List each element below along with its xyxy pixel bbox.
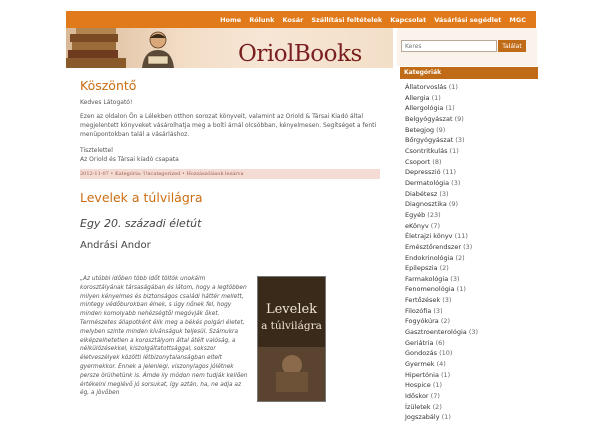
category-name[interactable]: Állatorvoslás [405, 83, 447, 91]
category-item[interactable] [405, 221, 535, 232]
post1-date: 2012-11-07 [80, 171, 109, 177]
category-item[interactable] [405, 327, 535, 338]
post2-quote: „Az utóbbi időben több időt töltök unokáim korosztályának társaságában és látom, hogy a legtöbben milyen kényelmes és biztonságos családi háttér mellett, mintegy védőburokban élnek, s úgy nőnek fel, hogy minden komolyabb nehézségtől megóvják őket. Természetes állapotként élik meg a békés polgári életet, melyben szinte minden kívánságuk teljesül. Számukra elképzelhetetlen a korosztályom által átélt valóság, a nélkülözésekkel, kiszolgáltatottsággal, sokszor életveszélyek közötti létbizonytalanságban eltelt gyermekkor. Ennek a jelenlegi, viszonylagos jólétnek persze örülhetünk is. Ámde ily módon nem tudják kellően értékelni meglévő jó sorsukat, így aztán, ha, ne adja az ég, a jövőben [80, 276, 248, 397]
category-count: (3) [431, 306, 443, 315]
post1-sign-line1: Tisztelettel [80, 147, 113, 154]
book-cover-title-line1: Levelek [265, 302, 318, 317]
category-count: (3) [461, 242, 473, 251]
nav-cart[interactable]: Kosár [282, 15, 304, 24]
post1-greeting: Kedves Látogató! [80, 99, 133, 106]
category-count: (4) [434, 360, 446, 369]
top-nav-bar [66, 11, 536, 28]
category-item[interactable] [405, 348, 535, 359]
category-item[interactable] [405, 103, 535, 114]
category-item[interactable] [405, 316, 535, 327]
category-item[interactable] [405, 125, 535, 136]
category-item[interactable] [405, 412, 535, 423]
category-name[interactable]: Hospice [405, 381, 431, 390]
category-count: (8) [430, 157, 442, 166]
category-item[interactable] [405, 306, 535, 317]
header-banner [66, 28, 393, 68]
category-name[interactable]: Gyermek [405, 360, 435, 369]
category-name[interactable]: Életrajzi könyv [405, 232, 453, 241]
category-name[interactable]: Csoport [405, 157, 431, 166]
category-item[interactable] [405, 274, 535, 285]
category-name[interactable]: Fertőzések [405, 296, 441, 305]
book-cover-title-line2: a túlvilágra [261, 320, 322, 332]
category-count: (3) [440, 296, 452, 305]
category-count: (2) [437, 264, 449, 273]
category-item[interactable] [405, 93, 535, 104]
category-item[interactable] [405, 380, 535, 391]
category-count: (1) [447, 146, 459, 155]
category-count: (11) [440, 168, 457, 177]
category-count: (6) [433, 338, 445, 347]
category-item[interactable] [405, 370, 535, 381]
category-name[interactable]: Betegjog [405, 125, 435, 134]
category-item[interactable] [405, 146, 535, 157]
category-count: (2) [453, 253, 465, 262]
post2-subtitle: Egy 20. századi életút [80, 217, 202, 230]
category-name[interactable]: Dermatológia [405, 178, 450, 187]
books-illustration [66, 28, 126, 68]
category-item[interactable] [405, 189, 535, 200]
category-count: (1) [438, 370, 451, 379]
category-name[interactable]: Diabétesz [405, 189, 438, 198]
category-name[interactable]: Csontritkulás [405, 146, 448, 155]
category-count: (9) [452, 114, 464, 123]
reader-illustration [128, 28, 188, 68]
book-cover-image[interactable] [257, 276, 326, 402]
nav-about[interactable]: Rólunk [249, 15, 275, 24]
category-count: (23) [425, 210, 441, 219]
category-item[interactable] [405, 210, 535, 221]
site-logo[interactable]: OriolBooks [238, 41, 362, 67]
category-count: (1) [454, 285, 466, 294]
category-name[interactable]: Egyéb [405, 210, 426, 219]
category-name[interactable]: Filozófia [405, 306, 432, 315]
post1-meta: 2012-11-07 • Kategória: Uncategorized • Hozzászólások lezárva [80, 169, 380, 179]
category-item[interactable] [405, 135, 535, 146]
category-item[interactable] [405, 391, 535, 402]
category-count: (3) [449, 178, 461, 187]
category-item[interactable] [405, 263, 535, 274]
post1-sign-line2: Az Oriold és Társai kiadó csapata [80, 156, 179, 163]
nav-shipping[interactable]: Szállítási feltételek [311, 15, 383, 24]
category-item[interactable] [405, 178, 535, 189]
category-count: (3) [466, 328, 479, 337]
category-item[interactable] [405, 199, 535, 210]
category-name[interactable]: Farmakológia [405, 274, 449, 283]
nav-home[interactable]: Home [220, 15, 242, 24]
post2-title[interactable]: Levelek a túlvilágra [80, 190, 203, 205]
category-count: (2) [430, 402, 442, 411]
post2-author: Andrási Andor [80, 240, 151, 251]
post1-category-label: Kategória: [114, 171, 142, 177]
category-count: (1) [443, 104, 455, 113]
category-name[interactable]: Időskor [405, 392, 429, 401]
search-button[interactable]: Találat [498, 40, 526, 52]
main-nav [220, 11, 526, 28]
category-item[interactable] [405, 167, 535, 178]
categories-header: Kategóriák [400, 67, 538, 79]
nav-contact[interactable]: Kapcsolat [390, 15, 427, 24]
category-item[interactable] [405, 242, 535, 253]
category-item[interactable] [405, 253, 535, 264]
category-name[interactable]: Ízületek [405, 402, 431, 411]
post1-title[interactable]: Köszöntő [80, 78, 137, 93]
book-cover-art [258, 277, 325, 401]
category-item[interactable] [405, 338, 535, 349]
category-name[interactable]: eKönyv [405, 221, 429, 230]
category-count: (7) [428, 221, 441, 230]
category-name[interactable]: Diagnosztika [405, 200, 447, 209]
category-name[interactable]: Fogyókúra [405, 317, 439, 326]
category-item[interactable] [405, 114, 535, 125]
search-area [397, 28, 537, 66]
post1-comments: Hozzászólások lezárva [186, 171, 244, 177]
category-count: (3) [453, 136, 465, 145]
category-name[interactable]: Geriátria [405, 338, 434, 347]
category-item[interactable] [405, 157, 535, 168]
post1-paragraph: Ezen az oldalon Ön a Lélekben otthon sorozat könyveit, valamint az Oriold & Társai Kiadó által megjelentett könyveket vásárolhatja meg a bolti árnál olcsóbban, kényelmesen. Segítséget a fenti menüpontokban talál a vásárláshoz. [80, 113, 377, 138]
main-content [80, 78, 382, 400]
category-name[interactable]: Fenomenológia [405, 285, 455, 294]
post1-category-link[interactable]: Uncategorized [143, 171, 181, 177]
category-name[interactable]: Epilepszia [405, 264, 438, 273]
category-count: (11) [452, 232, 468, 241]
category-name[interactable]: Hipertónia [405, 370, 439, 379]
category-item[interactable] [405, 402, 535, 413]
category-name[interactable]: Depresszió [405, 168, 441, 177]
category-item[interactable] [405, 284, 535, 295]
category-count: (1) [429, 93, 441, 102]
category-name[interactable]: Allergia [405, 93, 430, 102]
category-count: (1) [446, 83, 458, 91]
category-count: (9) [434, 125, 446, 134]
category-count: (3) [448, 274, 460, 283]
category-name[interactable]: Gasztroenterológia [405, 328, 467, 337]
category-item[interactable] [405, 359, 535, 370]
category-count: (1) [439, 413, 451, 422]
category-name[interactable]: Jogszabály [405, 413, 440, 422]
category-count: (9) [446, 200, 459, 209]
category-count: (7) [428, 392, 440, 401]
category-count: (3) [437, 189, 449, 198]
category-item[interactable] [405, 231, 535, 242]
categories-list [405, 82, 535, 423]
category-name[interactable]: Endokrinológia [405, 253, 454, 262]
category-name[interactable]: Allergológia [405, 104, 444, 113]
category-count: (10) [437, 349, 453, 358]
category-item[interactable] [405, 295, 535, 306]
category-count: (1) [430, 381, 443, 390]
category-count: (2) [438, 317, 451, 326]
category-name[interactable]: Bőrgyógyászat [405, 136, 454, 145]
search-input[interactable] [401, 40, 497, 52]
nav-mgc[interactable]: MGC [509, 15, 526, 24]
category-item[interactable] [405, 82, 535, 93]
nav-help[interactable]: Vásárlási segédlet [434, 15, 502, 24]
category-name[interactable]: Emésztőrendszer [405, 242, 462, 251]
category-name[interactable]: Gondozás [405, 349, 438, 358]
category-name[interactable]: Belgyógyászat [405, 114, 453, 123]
